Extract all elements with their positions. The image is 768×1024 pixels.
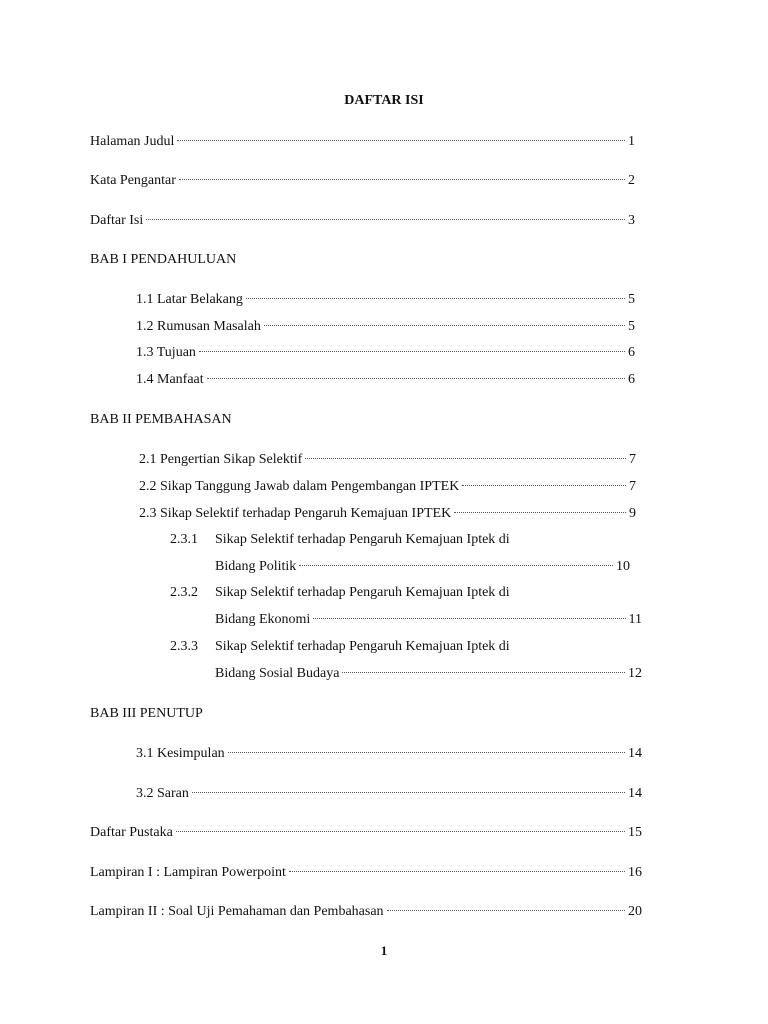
dot-leader <box>179 179 625 180</box>
toc-label: Bidang Politik <box>215 559 297 574</box>
toc-page: 16 <box>628 865 642 880</box>
subsection-number: 2.3.1 <box>170 532 198 547</box>
toc-label: Kata Pengantar <box>90 173 176 188</box>
toc-page: 3 <box>628 213 635 228</box>
toc-page: 14 <box>628 786 642 801</box>
subsection-number: 2.3.3 <box>170 639 198 654</box>
dot-leader <box>342 672 625 673</box>
dot-leader <box>192 792 625 793</box>
toc-label: Sikap Selektif terhadap Pengaruh Kemajuan Iptek di <box>215 532 510 547</box>
toc-label: 2.1 Pengertian Sikap Selektif <box>139 452 303 467</box>
chapter-heading: BAB III PENUTUP <box>90 706 203 721</box>
dot-leader <box>246 298 625 299</box>
toc-page: 10 <box>616 559 630 574</box>
toc-entry[interactable] <box>90 864 642 882</box>
toc-page: 14 <box>628 746 642 761</box>
dot-leader <box>305 458 626 459</box>
toc-label: Daftar Pustaka <box>90 825 173 840</box>
toc-label: Bidang Ekonomi <box>215 612 311 627</box>
dot-leader <box>313 618 625 619</box>
toc-page: 20 <box>628 904 642 919</box>
subsection-number: 2.3.2 <box>170 585 198 600</box>
toc-label: 2.2 Sikap Tanggung Jawab dalam Pengembangan IPTEK <box>139 479 460 494</box>
dot-leader <box>146 219 625 220</box>
toc-page: 6 <box>628 345 635 360</box>
dot-leader <box>207 378 625 379</box>
toc-entry[interactable] <box>90 212 635 230</box>
toc-entry[interactable] <box>90 824 642 842</box>
toc-entry[interactable] <box>215 558 630 576</box>
dot-leader <box>177 140 625 141</box>
dot-leader <box>199 351 625 352</box>
toc-label: Sikap Selektif terhadap Pengaruh Kemajuan Iptek di <box>215 639 510 654</box>
toc-label: 3.2 Saran <box>136 786 189 801</box>
toc-label: 1.3 Tujuan <box>136 345 196 360</box>
toc-label: Sikap Selektif terhadap Pengaruh Kemajuan Iptek di <box>215 585 510 600</box>
dot-leader <box>454 512 626 513</box>
toc-entry[interactable] <box>90 133 635 151</box>
toc-entry[interactable] <box>136 344 635 362</box>
dot-leader <box>289 871 625 872</box>
toc-label: 1.4 Manfaat <box>136 372 204 387</box>
toc-page: 7 <box>629 452 636 467</box>
toc-page: 1 <box>628 134 635 149</box>
toc-page: 12 <box>628 666 642 681</box>
toc-page: 11 <box>628 612 642 627</box>
dot-leader <box>462 485 626 486</box>
toc-label: Lampiran I : Lampiran Powerpoint <box>90 865 286 880</box>
dot-leader <box>387 910 625 911</box>
dot-leader <box>228 752 625 753</box>
toc-label: Daftar Isi <box>90 213 144 228</box>
toc-label: 1.2 Rumusan Masalah <box>136 319 261 334</box>
dot-leader <box>176 831 625 832</box>
toc-label: 1.1 Latar Belakang <box>136 292 243 307</box>
toc-entry[interactable] <box>139 451 636 469</box>
toc-page: 9 <box>629 506 636 521</box>
page-title: DAFTAR ISI <box>344 93 424 108</box>
toc-entry[interactable] <box>139 505 636 523</box>
toc-page: 2 <box>628 173 635 188</box>
toc-page: 5 <box>628 319 635 334</box>
toc-label: 3.1 Kesimpulan <box>136 746 225 761</box>
toc-page: 6 <box>628 372 635 387</box>
toc-entry[interactable] <box>136 785 642 803</box>
dot-leader <box>264 325 625 326</box>
toc-label: Bidang Sosial Budaya <box>215 666 340 681</box>
toc-label: Lampiran II : Soal Uji Pemahaman dan Pembahasan <box>90 904 384 919</box>
toc-page: 5 <box>628 292 635 307</box>
toc-label: Halaman Judul <box>90 134 175 149</box>
toc-page: 7 <box>629 479 636 494</box>
toc-label: 2.3 Sikap Selektif terhadap Pengaruh Kemajuan IPTEK <box>139 506 452 521</box>
page-number: 1 <box>380 943 388 958</box>
toc-entry[interactable] <box>90 903 642 921</box>
dot-leader <box>299 565 613 566</box>
toc-entry[interactable] <box>136 318 635 336</box>
toc-entry[interactable] <box>136 291 635 309</box>
chapter-heading: BAB II PEMBAHASAN <box>90 412 232 427</box>
toc-entry[interactable] <box>90 172 635 190</box>
toc-page: 15 <box>628 825 642 840</box>
toc-entry[interactable] <box>215 665 642 683</box>
toc-entry[interactable] <box>215 611 642 629</box>
toc-entry[interactable] <box>139 478 636 496</box>
toc-entry[interactable] <box>136 371 635 389</box>
toc-entry[interactable] <box>136 745 642 763</box>
chapter-heading: BAB I PENDAHULUAN <box>90 252 237 267</box>
